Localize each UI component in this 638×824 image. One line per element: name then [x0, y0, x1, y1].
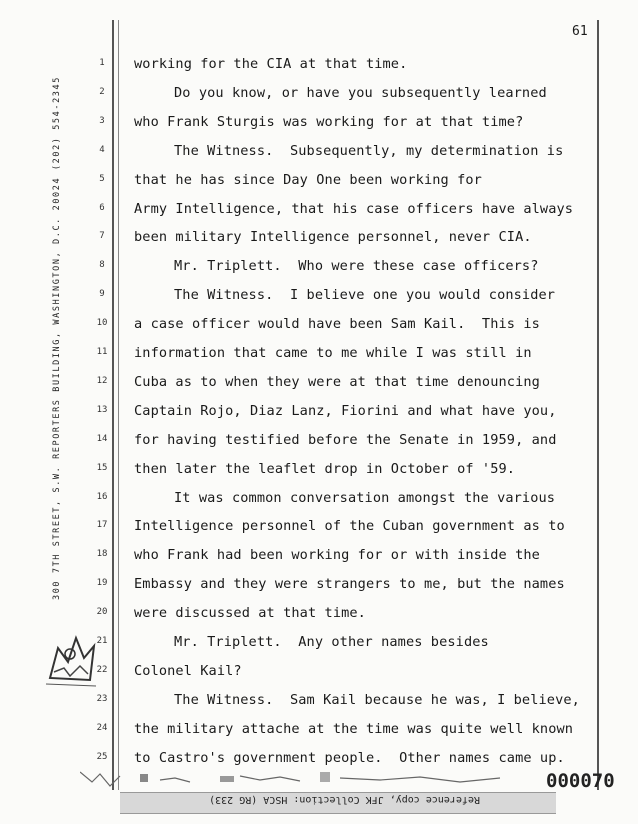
line-number: 3 [99, 115, 105, 126]
transcript-line: who Frank Sturgis was working for at that time? [134, 113, 524, 130]
line-number: 19 [96, 578, 108, 589]
transcript-line: The Witness. Sam Kail because he was, I believe, [174, 691, 580, 708]
line-number: 23 [96, 693, 108, 704]
line-number: 6 [99, 202, 105, 213]
line-number: 10 [96, 318, 108, 329]
transcript-line: Mr. Triplett. Any other names besides [174, 634, 489, 650]
transcript-line: to Castro's government people. Other names came up. [134, 749, 565, 766]
line-number: 25 [96, 751, 108, 762]
transcript-line: who Frank had been working for or with inside the [134, 547, 540, 564]
line-number: 2 [99, 86, 105, 97]
transcript-line: that he has since Day One been working for [134, 171, 482, 188]
transcript-line: The Witness. I believe one you would consider [174, 287, 556, 304]
line-number: 8 [99, 260, 105, 271]
transcript-line: for having testified before the Senate in 1959, and [134, 431, 557, 448]
transcript-line: Mr. Triplett. Who were these case officers? [174, 258, 539, 275]
transcript-line: a case officer would have been Sam Kail. This is [134, 316, 540, 333]
line-number: 12 [96, 375, 108, 386]
left-margin-rule-inner [118, 20, 119, 790]
transcript-line: Do you know, or have you subsequently learned [174, 84, 547, 101]
reporter-stamp-icon [40, 628, 102, 690]
transcript-line: It was common conversation amongst the various [174, 489, 556, 506]
transcript-line: Captain Rojo, Diaz Lanz, Fiorini and what have you, [134, 402, 557, 419]
margin-address: 300 7TH STREET, S.W. REPORTERS BUILDING, WASHINGTON, D.C. 20024 (202) 554-2345 [52, 76, 62, 600]
line-number: 14 [96, 433, 108, 444]
line-number: 17 [96, 520, 108, 531]
line-number: 4 [99, 144, 105, 155]
transcript-line: Colonel Kail? [134, 662, 242, 679]
right-margin-rule [597, 20, 599, 790]
transcript-line: working for the CIA at that time. [134, 56, 408, 72]
line-number: 24 [96, 722, 108, 733]
transcript-line: been military Intelligence personnel, never CIA. [134, 229, 532, 246]
transcript-line: The Witness. Subsequently, my determination is [174, 142, 564, 159]
transcript-line: information that came to me while I was still in [134, 345, 532, 361]
line-number: 15 [96, 462, 108, 473]
footer-reference: Reference copy, JFK Collection: HSCA (RG 233) [209, 794, 480, 805]
transcript-line: then later the leaflet drop in October of '59. [134, 460, 516, 477]
document-id: 000070 [546, 770, 615, 792]
line-number: 13 [96, 404, 108, 415]
transcript-line: Army Intelligence, that his case officers have always [134, 200, 574, 217]
line-number: 21 [96, 636, 108, 646]
transcript-line: Embassy and they were strangers to me, but the names [134, 576, 565, 593]
line-number: 16 [96, 491, 108, 502]
line-number: 7 [99, 231, 105, 242]
transcript-line: Intelligence personnel of the Cuban government as to [134, 518, 565, 535]
line-number: 1 [99, 58, 105, 68]
line-number: 11 [96, 347, 108, 357]
page-number: 61 [572, 24, 588, 39]
transcript-line: the military attache at the time was quite well known [134, 720, 574, 737]
scan-noise [80, 768, 550, 790]
line-number: 5 [99, 173, 105, 184]
transcript-line: were discussed at that time. [134, 605, 366, 622]
left-margin-rule [112, 20, 114, 790]
transcript-line: Cuba as to when they were at that time denouncing [134, 373, 540, 390]
line-number: 22 [96, 664, 108, 675]
line-number: 18 [96, 549, 108, 560]
line-number: 20 [96, 607, 108, 618]
line-number: 9 [99, 289, 105, 300]
